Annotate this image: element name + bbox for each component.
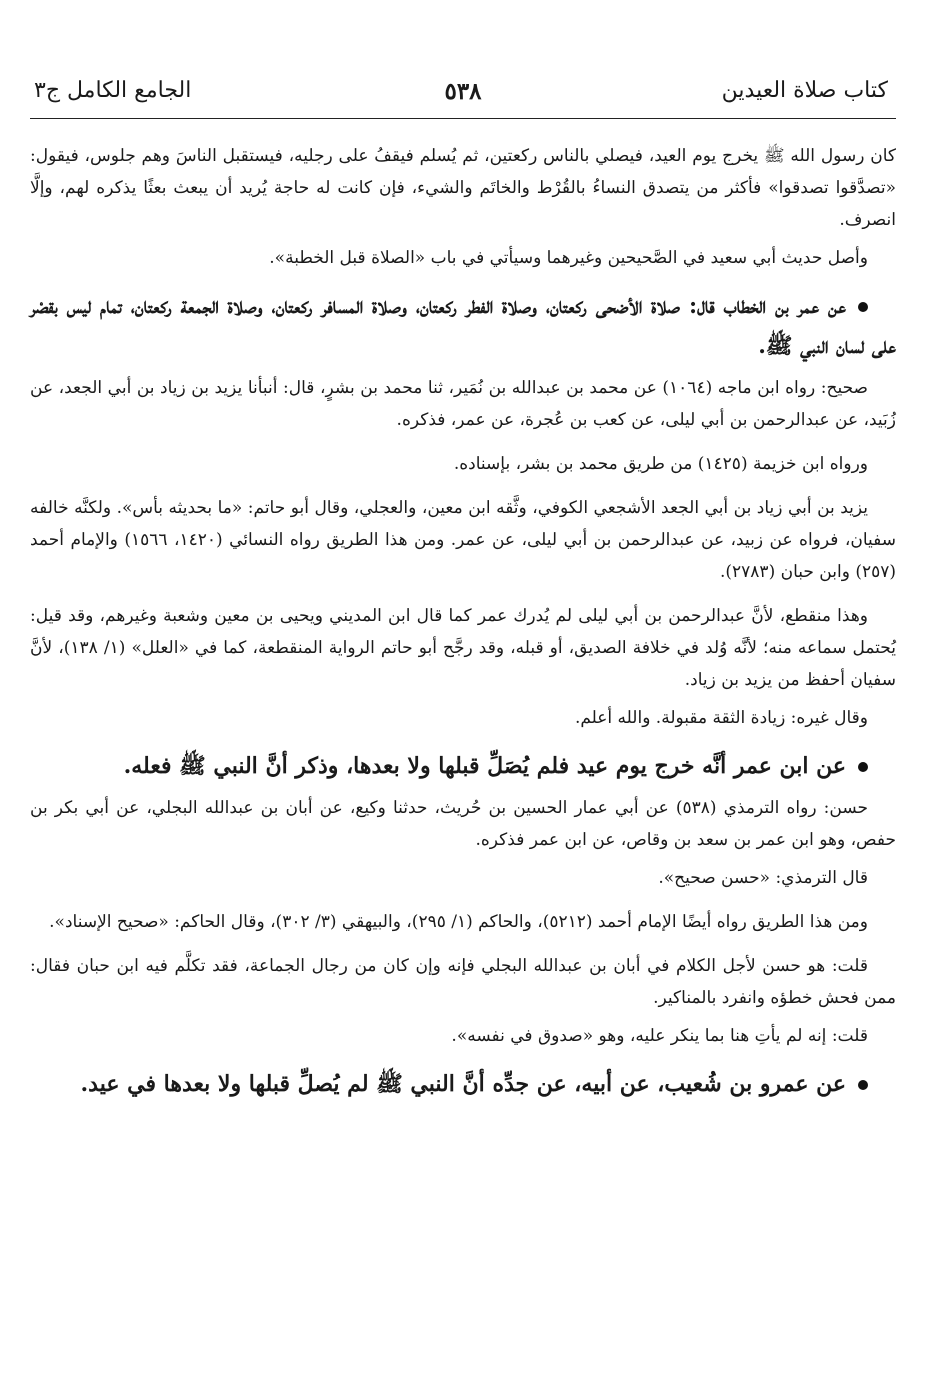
author-comment: قلت: إنه لم يأتِ هنا بما ينكر عليه، وهو «صدوق في نفسه».: [451, 1026, 868, 1046]
header-divider: [30, 118, 896, 119]
grading-note: قال الترمذي: «حسن صحيح».: [658, 868, 868, 888]
page-number: ٥٣٨: [444, 78, 482, 105]
hadith-text-continuation: كان رسول الله ﷺ يخرج يوم العيد، فيصلي بالناس ركعتين، ثم يُسلم فيقفُ على رجليه، فيستقبل الناسَ وهم جلوس، فيقول: «تصدَّقوا تصدقوا» فأكثر من يتصدق النساءُ بالقُرْط والخاتَم والشيء، فإن كانت له حاجة يُريد أن يبعث بعثًا يذكره لهم، وإلَّا انصرف.: [30, 146, 896, 230]
bullet-marker: [858, 1080, 868, 1090]
bullet-marker: [858, 302, 868, 312]
bullet-marker: [858, 762, 868, 772]
takhrij-paragraph: حسن: رواه الترمذي (٥٣٨) عن أبي عمار الحسين بن حُريث، حدثنا وكيع، عن أبان بن عبدالله البجلي، عن أبي بكر بن حفص، وهو ابن عمر بن سعد بن وقاص، عن ابن عمر فذكره.: [30, 798, 896, 850]
hadith-text: عن عمرو بن شُعيب، عن أبيه، عن جدِّه أنَّ النبي ﷺ لم يُصلِّ قبلها ولا بعدها في عيد.: [80, 1071, 846, 1097]
source-note: وأصل حديث أبي سعيد في الصَّحيحين وغيرهما وسيأتي في باب «الصلاة قبل الخطبة».: [269, 248, 868, 268]
takhrij-paragraph: ومن هذا الطريق رواه أيضًا الإمام أحمد (٥٢١٢)، والحاكم (١/ ٢٩٥)، والبيهقي (٣/ ٣٠٢)، وقال الحاكم: «صحيح الإسناد».: [49, 912, 868, 932]
book-title: الجامع الكامل ج٣: [34, 78, 192, 103]
narrator-note: يزيد بن أبي زياد بن أبي الجعد الأشجعي الكوفي، وثَّقه ابن معين، والعجلي، وقال أبو حاتم: «ما بحديثه بأس». ولكنَّه خالفه سفيان، فرواه عن زبيد، عن عبدالرحمن بن أبي ليلى، عن عمر. ومن هذا الطريق رواه النسائي (١٤٢٠، ١٥٦٦) والإمام أحمد (٢٥٧) وابن حبان (٢٧٨٣).: [30, 498, 896, 582]
page-body: [30, 140, 896, 1104]
narrator-note: وهذا منقطع، لأنَّ عبدالرحمن بن أبي ليلى لم يُدرك عمر كما قال ابن المديني ويحيى بن معين وشعبة وغيرهم، وقد قيل: يُحتمل سماعه منه؛ لأنَّه وُلد في خلافة الصديق، أو قبله، وقد رجَّح أبو حاتم الرواية المنقطعة، كما في «العلل» (١/ ١٣٨)، لأنَّ سفيان أحفظ من يزيد بن زياد.: [30, 606, 896, 690]
hadith-umar-prayer: [30, 286, 896, 366]
hadith-amr-ibn-shuayb: [30, 1064, 896, 1104]
narrator-note: وقال غيره: زيادة الثقة مقبولة. والله أعلم.: [574, 708, 868, 728]
hadith-ibn-umar: [30, 746, 896, 786]
chapter-title: كتاب صلاة العيدين: [721, 78, 888, 103]
hadith-text: عن ابن عمر أنَّه خرج يوم عيد فلم يُصَلِّ قبلها ولا بعدها، وذكر أنَّ النبي ﷺ فعله.: [123, 753, 846, 779]
hadith-text: عن عمر بن الخطاب قال: صلاة الأضحى ركعتان، وصلاة الفطر ركعتان، وصلاة المسافر ركعتان، وصلاة الجمعة ركعتان، تمام ليس بقصْر على لسان النبي ﷺ.: [30, 293, 896, 359]
takhrij-paragraph: صحيح: رواه ابن ماجه (١٠٦٤) عن محمد بن عبدالله بن نُمَير، ثنا محمد بن بشرٍ، قال: أنبأنا يزيد بن زياد بن أبي الجعد، عن زُبَيد، عن عبدالرحمن بن أبي ليلى، عن كعب بن عُجرة، عن عمر، فذكره.: [30, 378, 896, 430]
takhrij-paragraph: ورواه ابن خزيمة (١٤٢٥) من طريق محمد بن بشر، بإسناده.: [453, 454, 868, 474]
author-comment: قلت: هو حسن لأجل الكلام في أبان بن عبدالله البجلي فإنه وإن كان من رجال الجماعة، فقد تكلَّم فيه ابن حبان فقال: ممن فحش خطؤه وانفرد بالمناكير.: [30, 956, 896, 1008]
page-header: [30, 78, 896, 118]
book-page: [30, 0, 896, 1381]
